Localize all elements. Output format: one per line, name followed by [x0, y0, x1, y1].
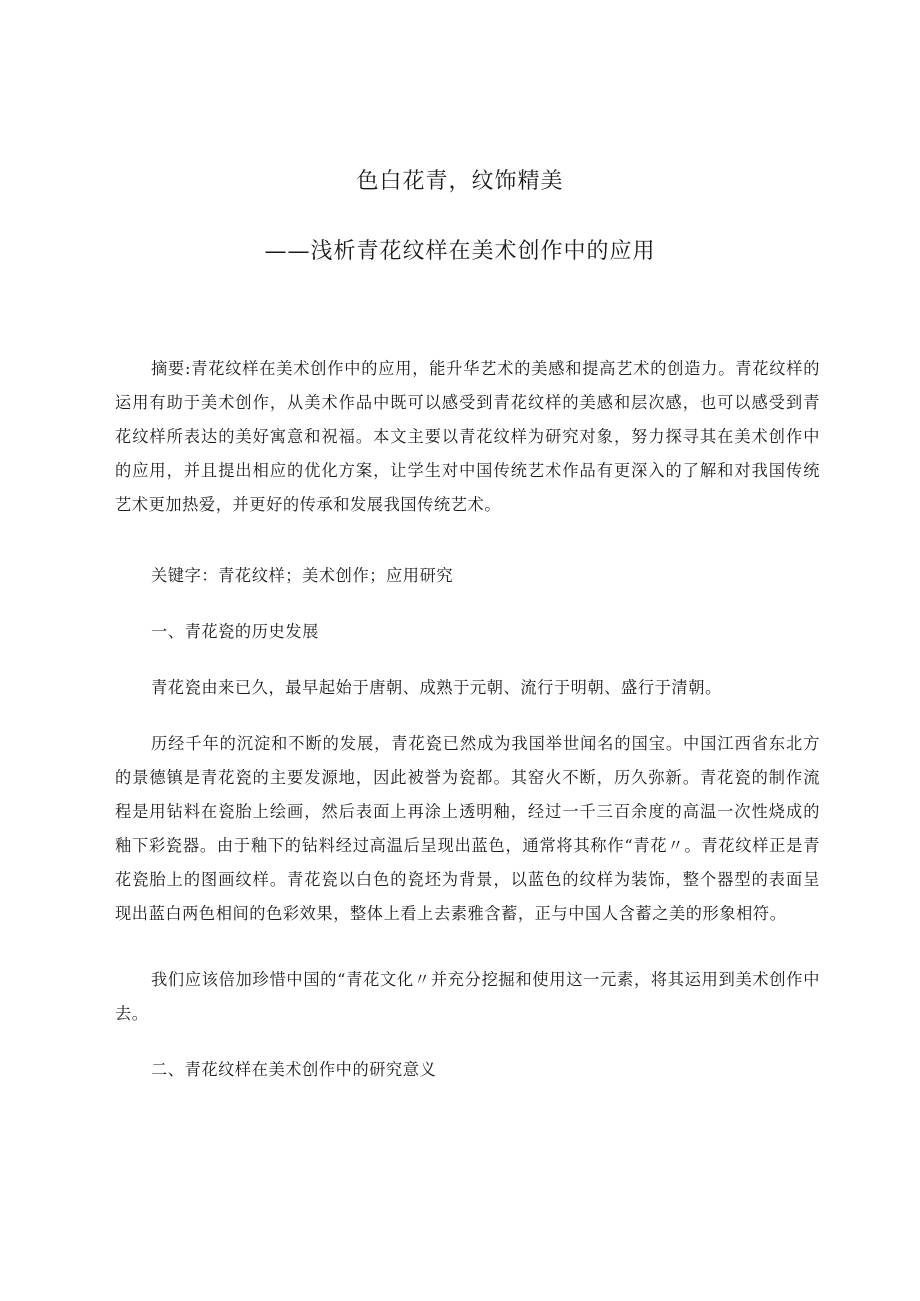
abstract-label: 摘要: [151, 359, 192, 378]
paragraph-origin: 青花瓷由来已久，最早起始于唐朝、成熟于元朝、流行于明朝、盛行于清朝。 [151, 678, 722, 697]
paragraph-cherish: 我们应该倍加珍惜中国的“青花文化〃并充分挖掘和使用这一元素，将其运用到美术创作中去。 [115, 970, 820, 1023]
abstract-text: 青花纹样在美术创作中的应用，能升华艺术的美感和提高艺术的创造力。青花纹样的运用有助于美术创作，从美术作品中既可以感受到青花纹样的美感和层次感，也可以感受到青花纹样所表达的美好寓意和祝福。本文主要以青花纹样为研究对象，努力探寻其在美术创作中的应用，并且提出相应的优化方案，让学生对中国传统艺术作品有更深入的了解和对我国传统艺术更加热爱，并更好的传承和发展我国传统艺术。 [115, 359, 820, 514]
paragraph-development: 历经千年的沉淀和不断的发展，青花瓷已然成为我国举世闻名的国宝。中国江西省东北方的景德镇是青花瓷的主要发源地，因此被誉为瓷都。其窑火不断，历久弥新。青花瓷的制作流程是用钻料在瓷胎上绘画，然后表面上再涂上透明釉，经过一千三百余度的高温一次性烧成的釉下彩瓷器。由于釉下的钻料经过高温后呈现出蓝色，通常将其称作“青花〃。青花纹样正是青花瓷胎上的图画纹样。青花瓷以白色的瓷坯为背景，以蓝色的纹样为装饰，整个器型的表面呈现出蓝白两色相间的色彩效果，整体上看上去素雅含蓄，正与中国人含蓄之美的形象相符。 [115, 734, 820, 923]
document-subtitle: ——浅析青花纹样在美术创作中的应用 [264, 239, 656, 264]
abstract-paragraph [115, 352, 820, 522]
section-heading-history: 一、青花瓷的历史发展 [151, 622, 319, 641]
document-title: 色白花青，纹饰精美 [356, 169, 564, 194]
section-heading-significance: 二、青花纹样在美术创作中的研究意义 [151, 1060, 437, 1079]
keywords-line: 关键字：青花纹样；美术创作；应用研究 [151, 566, 454, 585]
